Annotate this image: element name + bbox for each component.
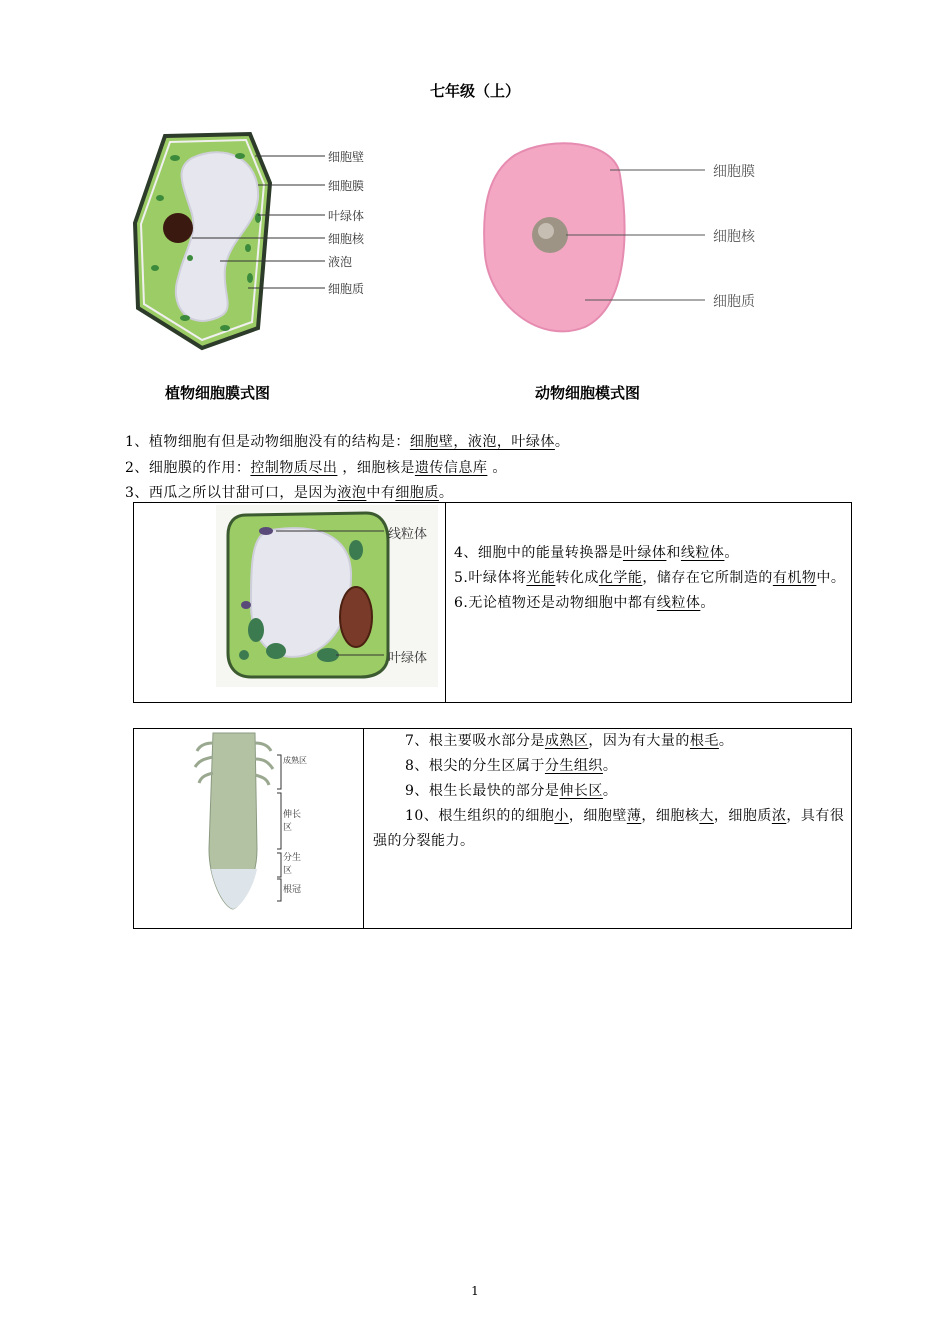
label-cytoplasm: 细胞质 bbox=[328, 282, 365, 296]
root-tip-figure bbox=[191, 729, 309, 911]
label-nucleus: 细胞核 bbox=[328, 232, 365, 246]
label-chloroplast: 叶绿体 bbox=[328, 209, 365, 223]
label-maturation-zone: 成熟区 bbox=[283, 756, 307, 765]
label-cell-wall: 细胞壁 bbox=[328, 150, 365, 164]
page-title: 七年级（上） bbox=[429, 82, 520, 100]
answer-3a: 液泡 bbox=[337, 485, 367, 501]
question-1: 1、植物细胞有但是动物细胞没有的结构是：细胞壁，液泡，叶绿体。 bbox=[125, 434, 570, 450]
question-7: 7、根主要吸水部分是成熟区，因为有大量的根毛。 bbox=[405, 733, 734, 749]
label-vacuole: 液泡 bbox=[328, 255, 353, 269]
question-8: 8、根尖的分生区属于分生组织。 bbox=[405, 758, 618, 774]
label-elongation-zone: 伸长区 bbox=[283, 810, 302, 833]
label-chloroplast-2: 叶绿体 bbox=[388, 651, 428, 666]
question-9: 9、根生长最快的部分是伸长区。 bbox=[405, 783, 618, 799]
answer-2b: 遗传信息库 bbox=[414, 460, 488, 476]
plant-diagram-caption: 植物细胞膜式图 bbox=[165, 384, 271, 402]
question-10: 10、根生组织的的细胞小，细胞壁薄，细胞核大，细胞质浓，具有很强的分裂能力。 bbox=[373, 808, 845, 849]
question-5: 5.叶绿体将光能转化成化学能，储存在它所制造的有机物中。 bbox=[454, 570, 846, 586]
animal-diagram-caption: 动物细胞模式图 bbox=[535, 384, 641, 402]
label-cell-membrane: 细胞膜 bbox=[328, 179, 365, 193]
plant-cell-diagram bbox=[130, 128, 390, 353]
answer-2a: 控制物质尽出 bbox=[250, 460, 338, 476]
answer-3b: 细胞质 bbox=[395, 485, 439, 501]
animal-cell-diagram bbox=[480, 135, 780, 335]
table1-text bbox=[454, 541, 846, 616]
label-animal-nucleus: 细胞核 bbox=[713, 229, 755, 245]
table-root-tip bbox=[133, 728, 852, 929]
table2-text bbox=[373, 729, 845, 854]
label-meristem-zone: 分生区 bbox=[283, 853, 302, 876]
question-3: 3、西瓜之所以甘甜可口，是因为液泡中有细胞质。 bbox=[125, 485, 454, 501]
organelle-figure bbox=[216, 505, 438, 687]
page-number: 1 bbox=[471, 1284, 479, 1298]
label-animal-membrane: 细胞膜 bbox=[713, 164, 755, 180]
question-6: 6.无论植物还是动物细胞中都有线粒体。 bbox=[454, 595, 715, 611]
question-2: 2、细胞膜的作用：控制物质尽出 ，细胞核是遗传信息库 。 bbox=[125, 460, 507, 476]
question-4: 4、细胞中的能量转换器是叶绿体和线粒体。 bbox=[454, 545, 739, 561]
label-mitochondria: 线粒体 bbox=[388, 527, 428, 542]
table-organelles bbox=[133, 502, 852, 703]
label-animal-cytoplasm: 细胞质 bbox=[713, 294, 755, 310]
answer-1: 细胞壁，液泡，叶绿体 bbox=[409, 434, 555, 450]
label-root-cap: 根冠 bbox=[283, 885, 302, 895]
